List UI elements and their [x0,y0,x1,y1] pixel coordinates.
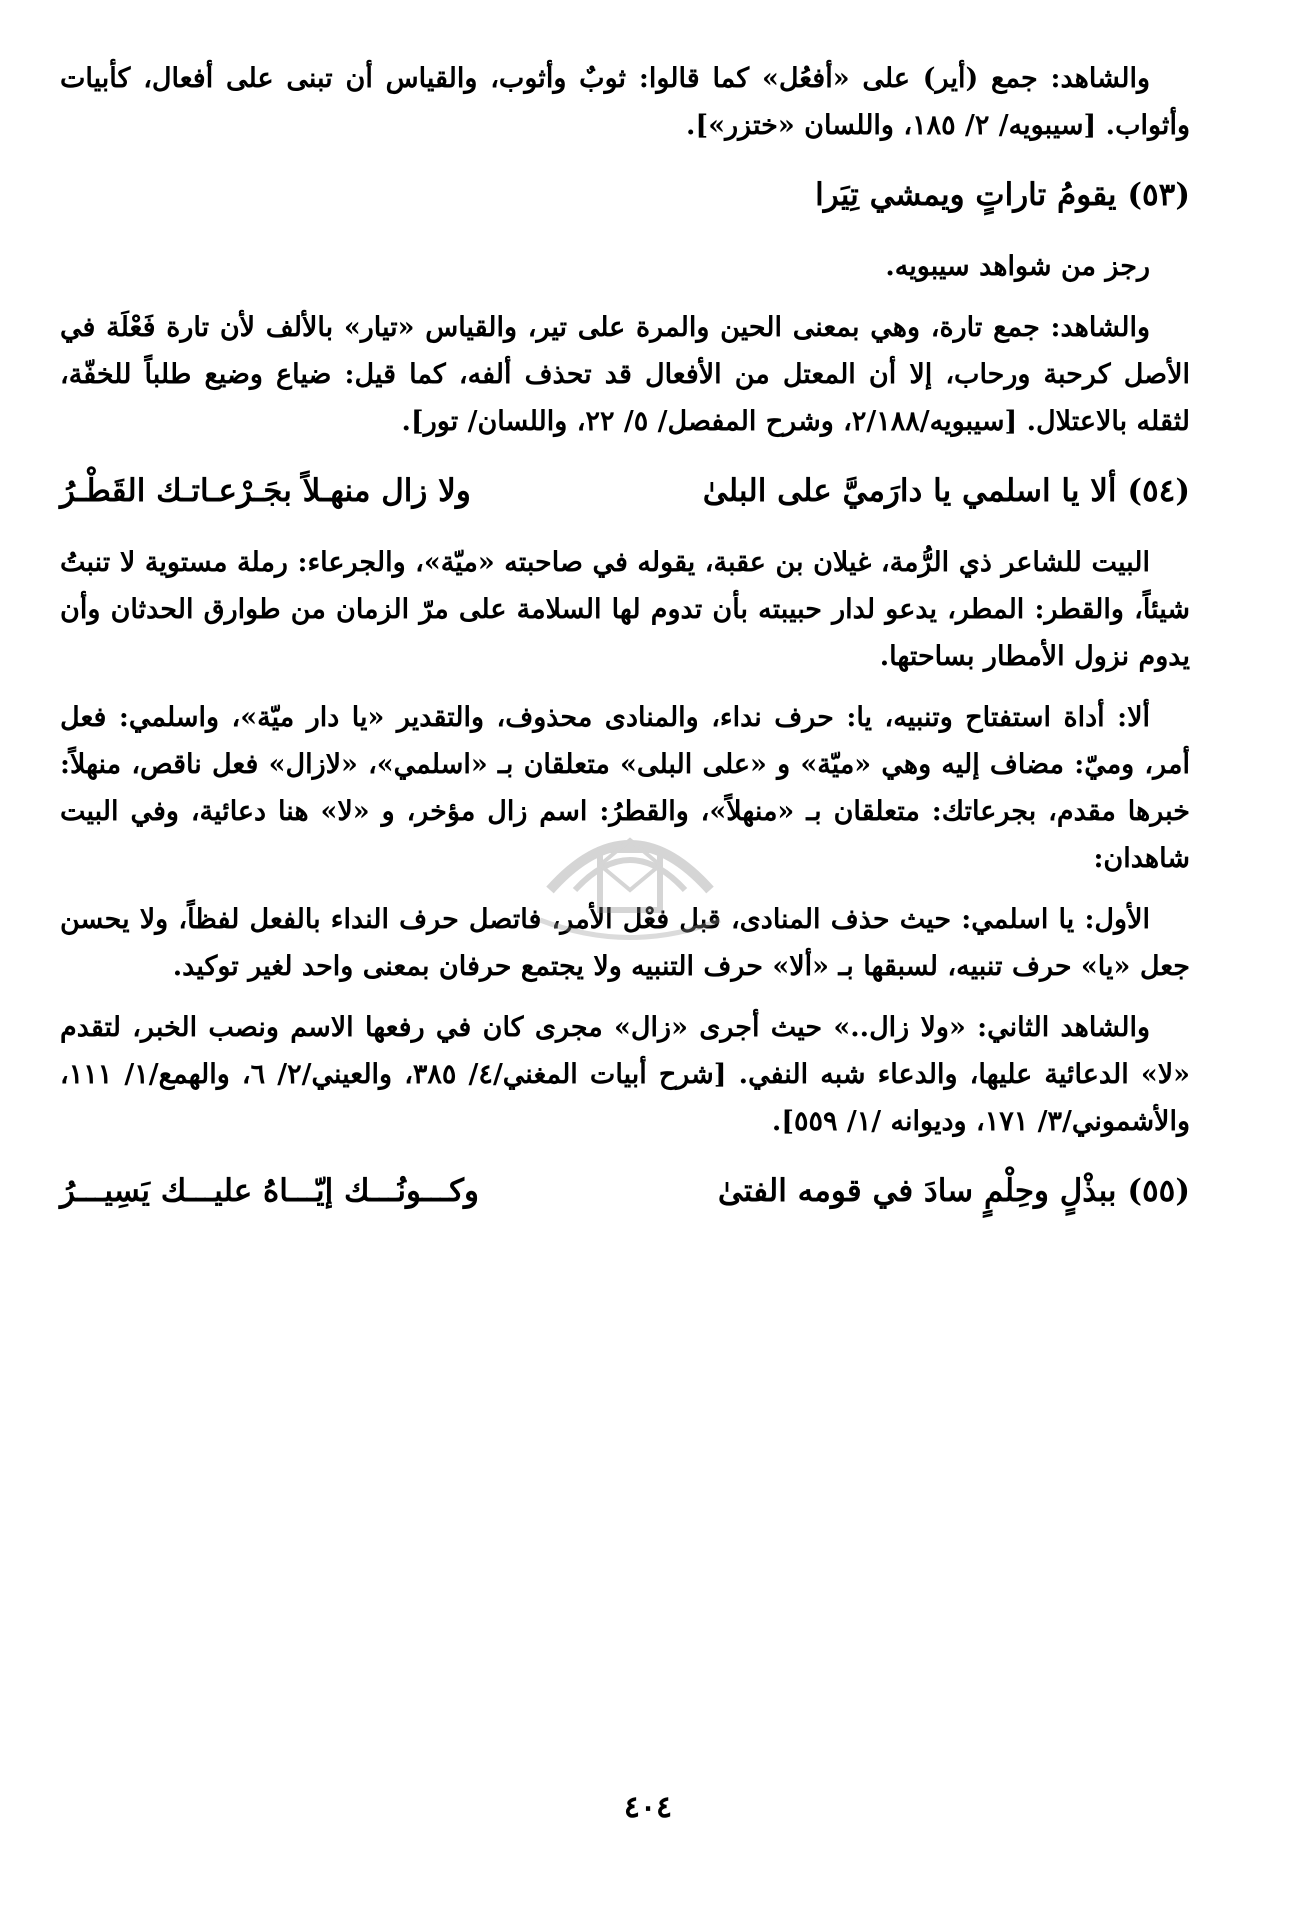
paragraph-shahid-tarah: والشاهد: جمع تارة، وهي بمعنى الحين والمرة على تير، والقياس «تيار» بالألف لأن تارة فَعْلَة في الأصل كرحبة ورحاب، إلا أن المعتل من الأفعال قد تحذف ألفه، كما قيل: ضياع وضيع طلباً للخفّة، لثقله بالاعتلال. [سيبويه/٢/١٨٨، وشرح المفصل/ ٥/ ٢٢، واللسان/ تور]. [60,312,1190,437]
verse-54-first-hemistich: (٥٤) ألا يا اسلمي يا دارَميَّ على البلىٰ [702,473,1190,509]
page-number: ٤٠٤ [623,1790,673,1825]
verse-53 [60,167,1190,223]
paragraph-irab: ألا: أداة استفتاح وتنبيه، يا: حرف نداء، والمنادى محذوف، والتقدير «يا دار ميّة»، واسلمي: فعل أمر، وميّ: مضاف إليه وهي «ميّة» و «على البلى» متعلقان بـ «اسلمي»، «لازال» فعل ناقص، منهلاً: خبرها مقدم، بجرعاتك: متعلقان بـ «منهلاً»، والقطرُ: اسم زال مؤخر، و «لا» هنا دعائية، وفي البيت شاهدان: [60,702,1190,874]
paragraph-shahid-ayr: والشاهد: جمع (أير) على «أفعُل» كما قالوا: ثوبٌ وأثوب، والقياس أن تبنى على أفعال، كأبيات وأثواب. [سيبويه/ ٢/ ١٨٥، واللسان «ختزر»]. [60,63,1190,141]
verse-53-first-hemistich: (٥٣) يقومُ تاراتٍ ويمشي تِيَرا [815,177,1190,213]
paragraph-dhi-rumma: البيت للشاعر ذي الرُّمة، غيلان بن عقبة، يقوله في صاحبته «ميّة»، والجرعاء: رملة مستوية لا تنبتُ شيئاً، والقطر: المطر، يدعو لدار حبيبته بأن تدوم لها السلامة على مرّ الزمان من طوارق الحدثان وأن يدوم نزول الأمطار بساحتها. [60,547,1190,672]
verse-55-first-hemistich: (٥٥) ببذْلٍ وحِلْمٍ سادَ في قومه الفتىٰ [717,1173,1190,1209]
paragraph-second-shahid: والشاهد الثاني: «ولا زال..» حيث أجرى «زال» مجرى كان في رفعها الاسم ونصب الخبر، لتقدم «لا» الدعائية عليها، والدعاء شبه النفي. [شرح أبيات المغني/٤/ ٣٨٥، والعيني/٢/ ٦، والهمع/١/ ١١١، والأشموني/٣/ ١٧١، وديوانه /١/ ٥٥٩]. [60,1012,1191,1137]
paragraph-rajaz-note: رجز من شواهد سيبويه. [885,251,1150,282]
paragraph-first-shahid: الأول: يا اسلمي: حيث حذف المنادى، قبل فعْل الأمر، فاتصل حرف النداء بالفعل لفظاً، ولا يحسن جعل «يا» حرف تنبيه، لسبقها بـ «ألا» حرف التنبيه ولا يجتمع حرفان بمعنى واحد لغير توكيد. [60,904,1190,982]
verse-54-second-hemistich: ولا زال منهـلاً بجَـرْعـاتـك القَطْـرُ [60,473,471,509]
verse-54 [60,463,1190,519]
verse-55-second-hemistich: وكـــونُـــك إيّـــاهُ عليـــك يَسِيـــرُ [60,1173,480,1209]
page-body [60,55,1190,1885]
verse-55 [60,1163,1190,1219]
